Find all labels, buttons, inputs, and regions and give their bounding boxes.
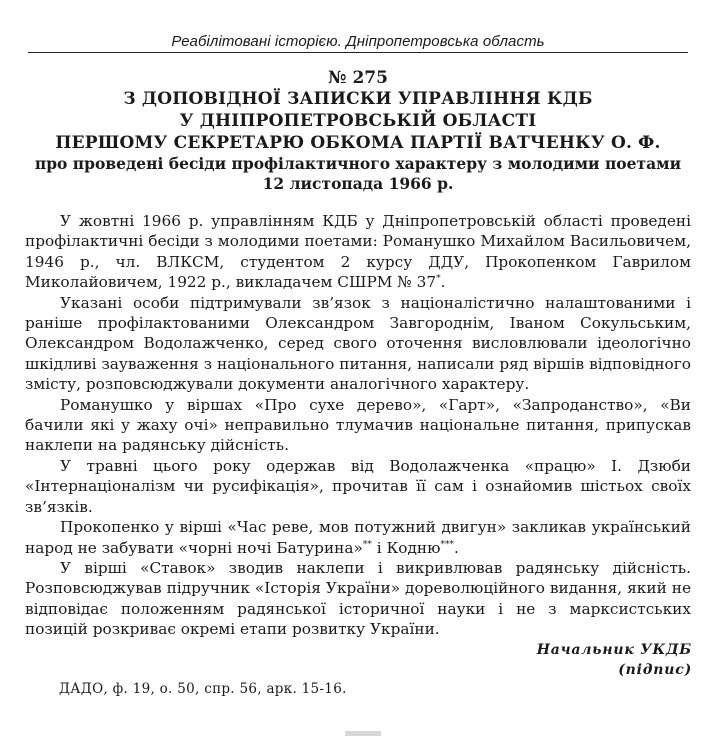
document-heading [20, 68, 696, 194]
document-date: 12 листопада 1966 р. [262, 174, 454, 193]
signature-note: (підпис) [618, 662, 692, 678]
document-number: № 275 [328, 68, 388, 88]
footnote-mark: *** [440, 539, 454, 550]
paragraph-5-end: . [453, 538, 459, 557]
paragraph-4: У травні цього року одержав від Водолажченка «працю» І. Дзюби «Інтернаціоналізм чи русифікація», прочитав її сам і ознайомив шістьох своїх зв’язків. [25, 456, 691, 516]
paragraph-2: Указані особи підтримували зв’язок з націоналістично налаштованими і раніше профілактованими Олександром Завгороднім, Іваном Сокульським, Олександром Водолажченко, серед свого оточення висловлювали ідеологічно шкідливі зауваження з національного питання, написали ряд віршів відповідного змісту, розповсюджували документи аналогічного характеру. [25, 293, 691, 394]
title-line-1: З ДОПОВІДНОЇ ЗАПИСКИ УПРАВЛІННЯ КДБ [123, 89, 593, 109]
paragraph-5-text-cont: і Кодню [371, 538, 441, 557]
paragraph-3: Романушко у віршах «Про сухе дерево», «Гарт», «Запроданство», «Ви бачили які у жаху очі» неправильно тлумачив національне питання, припускав наклепи на радянську дійсність. [25, 395, 691, 455]
footnote-mark: ** [362, 539, 372, 550]
paragraph-6: У вірші «Ставок» зводив наклепи і викривлював радянську дійсність. Розповсюджував підручник «Історія України» дореволюційного видання, який не відповідає положенням радянської історичної науки і не з марксистських позицій розкриває окремі етапи розвитку України. [25, 558, 691, 639]
paragraph-1-end: . [440, 273, 446, 292]
paragraph-1-text: У жовтні 1966 р. управлінням КДБ у Дніпропетровській області проведені профілактичні бесіди з молодими поетами: Романушко Михайлом Васильовичем, 1946 р., чл. ВЛКСМ, студентом 2 курсу ДДУ, Прокопенком Гаврилом Миколайовичем, 1922 р., викладачем СШРМ № 37 [25, 212, 691, 292]
title-line-3: ПЕРШОМУ СЕКРЕТАРЮ ОБКОМА ПАРТІЇ ВАТЧЕНКУ О. Ф. [55, 133, 661, 153]
signature-block [537, 640, 692, 680]
header-divider [28, 52, 688, 53]
archive-reference: ДАДО, ф. 19, о. 50, спр. 56, арк. 15-16. [59, 681, 347, 697]
paragraph-1 [25, 211, 691, 293]
page-edge-mark [345, 731, 381, 736]
running-header: Реабілітовані історією. Дніпропетровська область [171, 33, 545, 50]
signatory-position: Начальник УКДБ [536, 642, 692, 658]
footnote-mark: * [436, 274, 441, 285]
document-subtitle: про проведені бесіди профілактичного характеру з молодими поетами [34, 154, 682, 173]
title-line-2: У ДНІПРОПЕТРОВСЬКІЙ ОБЛАСТІ [179, 111, 537, 131]
paragraph-5-text: Прокопенко у вірші «Час реве, мов потужний двигун» закликав український народ не забувати «чорні ночі Батурина» [25, 518, 691, 557]
paragraph-5 [25, 517, 691, 558]
document-body [25, 211, 691, 640]
